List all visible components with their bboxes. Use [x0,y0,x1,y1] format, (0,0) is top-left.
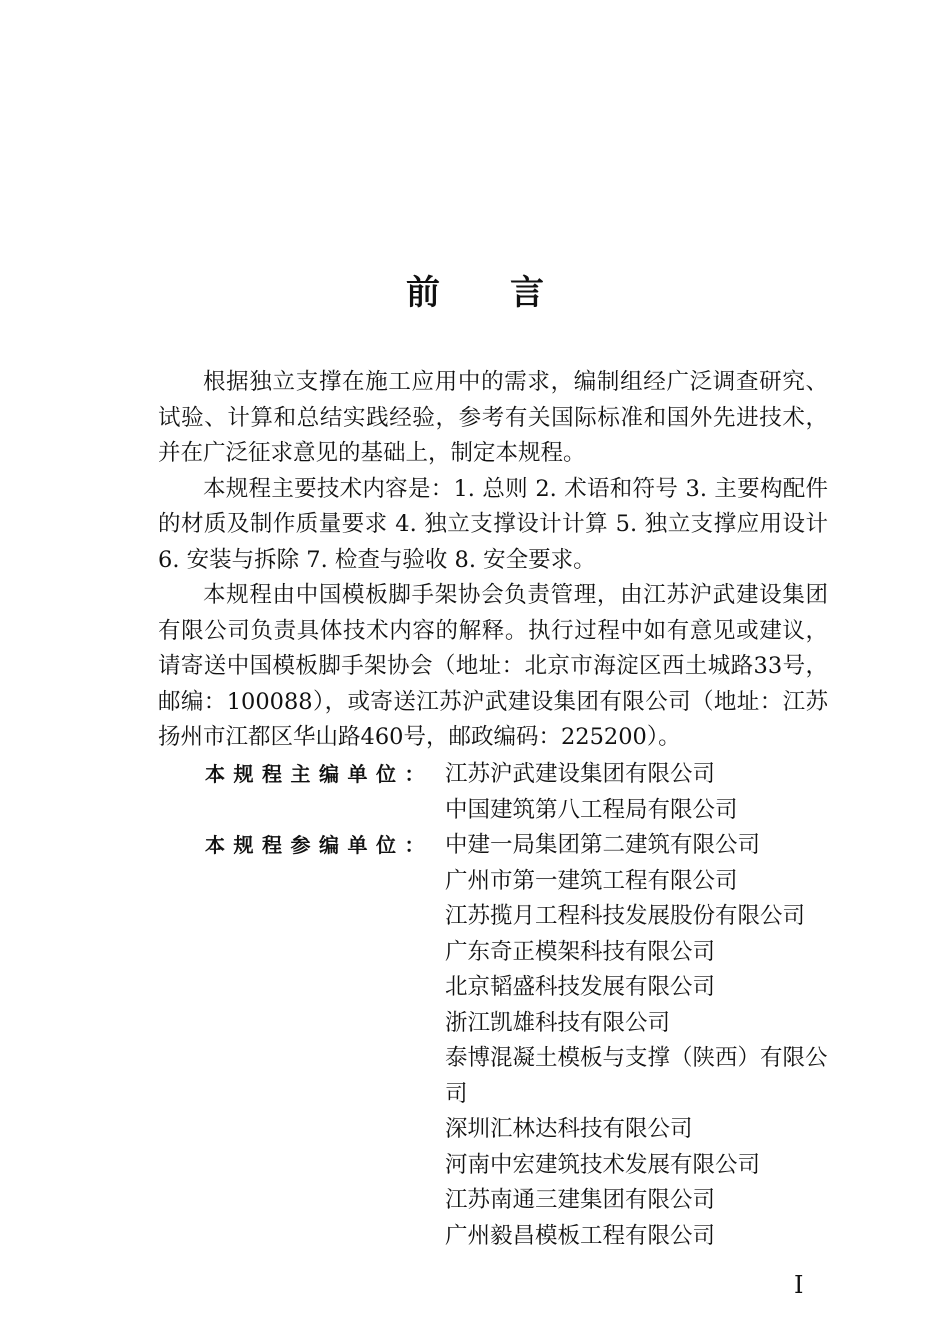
paragraph-contents: 本规程主要技术内容是：1. 总则 2. 术语和符号 3. 主要构配件的材质及制作质量要求 4. 独立支撑设计计算 5. 独立支撑应用设计 6. 安装与拆除 7. 检查与验收 8. 安全要求。 [158,475,828,573]
list-item: 浙江凯雄科技有限公司 [445,1009,671,1036]
list-item: 中建一局集团第二建筑有限公司 [445,832,761,858]
list-item: 广州市第一建筑工程有限公司 [445,867,738,894]
list-item: 广州毅昌模板工程有限公司 [445,1222,716,1249]
participating-units-group [205,828,835,1254]
page-number: I [794,1271,804,1299]
list-item: 泰博混凝土模板与支撑（陕西）有限公司 [445,1045,828,1107]
paragraph-management: 本规程由中国模板脚手架协会负责管理，由江苏沪武建设集团有限公司负责具体技术内容的解释。执行过程中如有意见或建议，请寄送中国模板脚手架协会（地址：北京市海淀区西土城路33号，邮编：100088），或寄送江苏沪武建设集团有限公司（地址：江苏扬州市江都区华山路460号，邮政编码：225200）。 [158,582,828,750]
participating-units-list [445,828,830,1254]
chief-units-group [205,757,835,828]
list-item: 北京韬盛科技发展有限公司 [445,974,716,1000]
units-section [205,757,835,1254]
participating-units-label: 本规程参编单位： [205,833,433,857]
title-char-2: 言 [510,273,544,313]
page-title [0,268,950,318]
list-item: 中国建筑第八工程局有限公司 [445,796,738,823]
title-char-1: 前 [406,273,440,313]
chief-units-list [445,757,830,828]
list-item: 深圳汇林达科技有限公司 [445,1116,693,1142]
chief-units-label: 本规程主编单位： [205,762,433,786]
list-item: 江苏揽月工程科技发展股份有限公司 [445,903,806,929]
list-item: 河南中宏建筑技术发展有限公司 [445,1151,761,1178]
list-item: 江苏南通三建集团有限公司 [445,1187,716,1213]
list-item: 广东奇正模架科技有限公司 [445,938,716,965]
preface-body [158,365,828,756]
list-item: 江苏沪武建设集团有限公司 [445,761,716,787]
paragraph-background: 根据独立支撑在施工应用中的需求，编制组经广泛调查研究、试验、计算和总结实践经验，参考有关国际标准和国外先进技术，并在广泛征求意见的基础上，制定本规程。 [158,369,828,466]
